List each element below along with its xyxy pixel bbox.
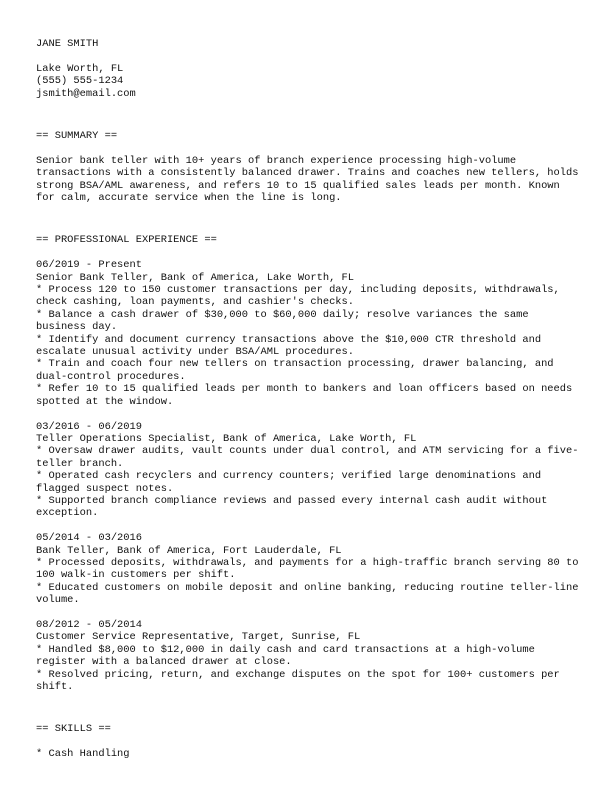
job-bullet: * Operated cash recyclers and currency counters; verified large denominations and flagged suspect notes. (36, 470, 548, 495)
job-bullets (36, 644, 581, 694)
skills-list (36, 748, 581, 760)
job-bullet: * Resolved pricing, return, and exchange disputes on the spot for 100+ customers per shift. (36, 668, 567, 693)
job-bullet: * Educated customers on mobile deposit and online banking, reducing routine teller-line volume. (36, 581, 585, 607)
job-bullet: * Refer 10 to 15 qualified leads per month to bankers and loan officers based on needs spotted at the window. (36, 383, 579, 408)
skill-item: * Cash Handling (36, 748, 130, 761)
spacer (36, 693, 581, 723)
candidate-email: jsmith@email.com (36, 87, 136, 100)
job-dates: 06/2019 - Present (36, 259, 143, 272)
summary-text: Senior bank teller with 10+ years of branch experience processing high-volume transactions with a consistently balanced drawer. Trains and coaches new tellers, holds strong BSA/AML awareness, and refers 10 to 15 qualified sales leads per month. Known for calm, accurate service when the line is long. (36, 154, 585, 205)
spacer (36, 247, 581, 259)
skills-heading: == SKILLS == (36, 723, 111, 736)
job-dates: 05/2014 - 03/2016 (36, 532, 143, 545)
job-dates: 08/2012 - 05/2014 (36, 618, 143, 631)
job-bullets (36, 445, 581, 519)
job-entry (36, 421, 581, 520)
job-entry (36, 619, 581, 693)
candidate-location: Lake Worth, FL (36, 62, 124, 75)
job-bullet: * Balance a cash drawer of $30,000 to $60,000 daily; resolve variances the same business day. (36, 308, 535, 334)
job-title: Senior Bank Teller, Bank of America, Lake Worth, FL (36, 271, 355, 284)
summary-heading: == SUMMARY == (36, 130, 118, 143)
job-bullets (36, 556, 585, 607)
job-bullets (36, 284, 581, 408)
job-title: Teller Operations Specialist, Bank of America, Lake Worth, FL (36, 432, 417, 445)
candidate-phone: (555) 555-1234 (36, 75, 124, 88)
job-bullet: * Handled $8,000 to $12,000 in daily cash and card transactions at a high-volume register with a balanced drawer at close. (36, 643, 542, 669)
candidate-name: JANE SMITH (36, 38, 99, 50)
job-bullet: * Identify and document currency transactions above the $10,000 CTR threshold and escalate unusual activity under BSA/AML procedures. (36, 333, 548, 359)
job-dates: 03/2016 - 06/2019 (36, 420, 143, 433)
spacer (36, 50, 581, 62)
job-bullet: * Supported branch compliance reviews and passed every internal cash audit without exception. (36, 494, 554, 520)
job-bullet: * Process 120 to 150 customer transactions per day, including deposits, withdrawals, check cashing, loan payments, and cashier's checks. (36, 284, 567, 309)
job-entry (36, 532, 585, 607)
job-entry (36, 259, 581, 408)
spacer (36, 142, 581, 154)
resume-page (36, 38, 585, 761)
experience-heading: == PROFESSIONAL EXPERIENCE == (36, 234, 217, 247)
job-title: Bank Teller, Bank of America, Fort Lauderdale, FL (36, 544, 342, 557)
spacer (36, 736, 581, 748)
job-bullet: * Train and coach four new tellers on transaction processing, drawer balancing, and dual-control procedures. (36, 358, 560, 383)
job-title: Customer Service Representative, Target, Sunrise, FL (36, 631, 361, 644)
spacer (36, 204, 581, 234)
job-bullet: * Processed deposits, withdrawals, and payments for a high-traffic branch serving 80 to 100 walk-in customers per shift. (36, 556, 585, 582)
spacer (36, 100, 581, 130)
job-bullet: * Oversaw drawer audits, vault counts under dual control, and ATM servicing for a five-teller branch. (36, 445, 579, 470)
